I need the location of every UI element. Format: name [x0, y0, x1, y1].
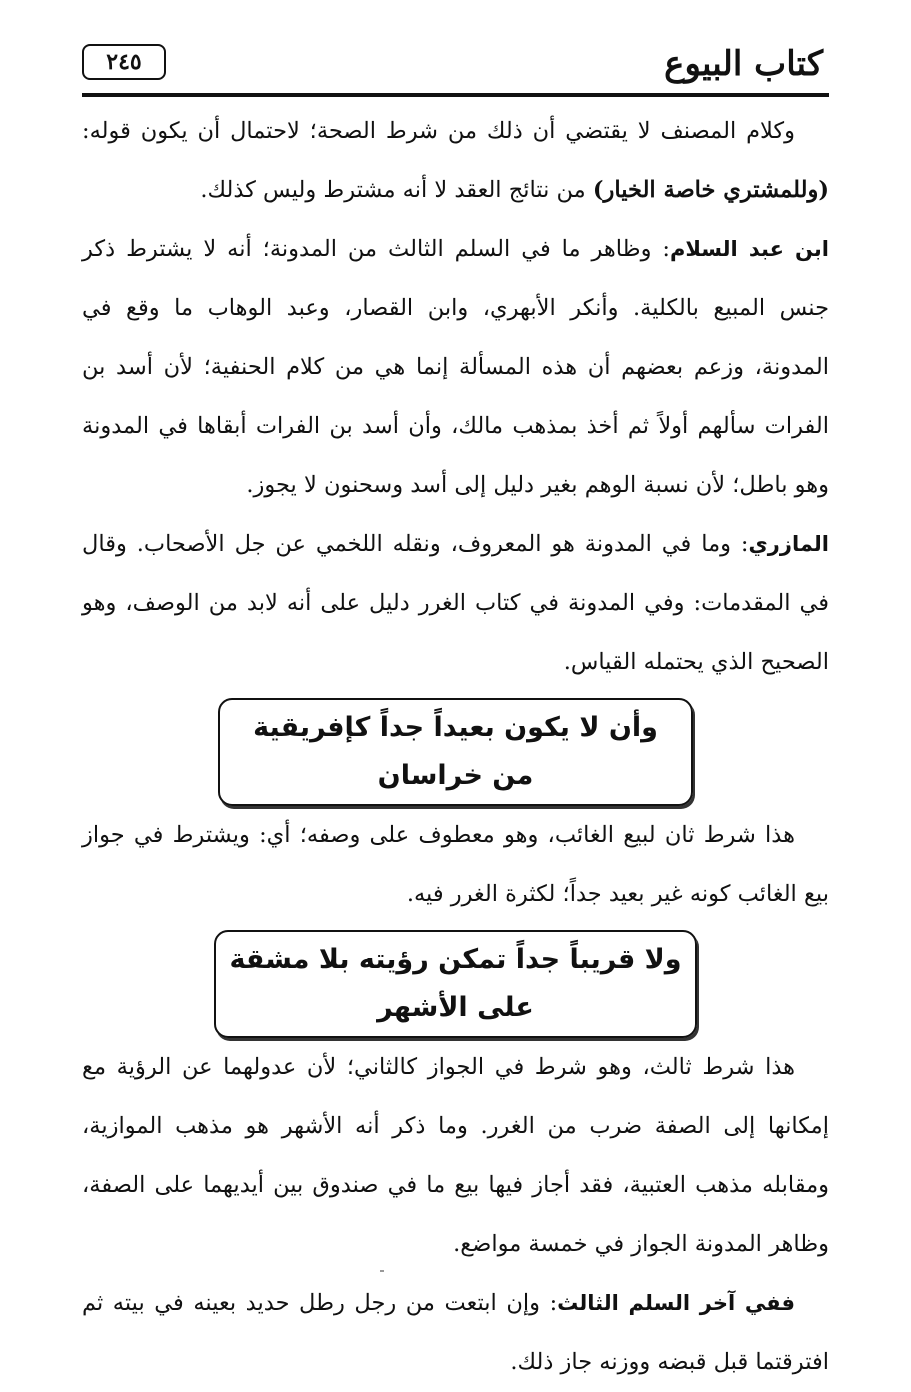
running-title: كتاب البيوع	[664, 44, 823, 84]
scholar-name-al-mazari: المازري	[748, 532, 829, 556]
matn-box-1: وأن لا يكون بعيداً جداً كإفريقية من خراسان	[218, 698, 693, 806]
paragraph-3-text: : وما في المدونة هو المعروف، ونقله اللخمي عن جل الأصحاب. وقال في المقدمات: وفي المدونة في كتاب الغرر دليل على أنه لابد من الوصف، وهو الصحيح الذي يحتمله القياس.	[82, 531, 829, 675]
paragraph-1-text-a: وكلام المصنف لا يقتضي أن ذلك من شرط الصحة؛ لاحتمال أن يكون قوله:	[82, 118, 795, 144]
paragraph-6	[82, 1274, 829, 1392]
page-number: ٢٤٥	[82, 44, 166, 80]
paragraph-2	[82, 220, 829, 515]
paragraph-2-text: : وظاهر ما في السلم الثالث من المدونة؛ أنه لا يشترط ذكر جنس المبيع بالكلية. وأنكر الأبهري، وابن القصار، وعبد الوهاب ما وقع في المدونة، وزعم بعضهم أن هذه المسألة إنما هي من كلام الحنفية؛ لأن أسد بن الفرات سألهم أولاً ثم أخذ بمذهب مالك، وأن أسد بن الفرات أبقاها في المدونة وهو باطل؛ لأن نسبة الوهم بغير دليل إلى أسد وسحنون لا يجوز.	[82, 236, 829, 498]
header-rule	[82, 93, 829, 97]
paragraph-6-text: : وإن ابتعت من رجل رطل حديد بعينه في بيته ثم افترقتما قبل قبضه ووزنه جاز ذلك.	[82, 1290, 829, 1375]
scholar-name-ibn-abd-al-salam: ابن عبد السلام	[669, 237, 829, 261]
scan-speck	[380, 1270, 384, 1272]
paragraph-5	[82, 1038, 829, 1274]
page-body	[82, 102, 829, 1392]
paragraph-4	[82, 806, 829, 924]
matn-quote-inline: (وللمشتري خاصة الخيار)	[592, 177, 829, 203]
matn-box-2: ولا قريباً جداً تمكن رؤيته بلا مشقة على الأشهر	[214, 930, 697, 1038]
paragraph-5-text: هذا شرط ثالث، وهو شرط في الجواز كالثاني؛ لأن عدولهما عن الرؤية مع إمكانها إلى الصفة ضرب من الغرر. وما ذكر أنه الأشهر هو مذهب الموازية، ومقابله مذهب العتبية، فقد أجاز فيها بيع ما في صندوق بين أيديهما على الصفة، وظاهر المدونة الجواز في خمسة مواضع.	[82, 1054, 829, 1257]
paragraph-3	[82, 515, 829, 692]
paragraph-4-text: هذا شرط ثان لبيع الغائب، وهو معطوف على وصفه؛ أي: ويشترط في جواز بيع الغائب كونه غير بعيد جداً؛ لكثرة الغرر فيه.	[82, 822, 829, 907]
paragraph-1	[82, 102, 829, 220]
section-reference: ففي آخر السلم الثالث	[557, 1291, 796, 1315]
paragraph-1-text-b: من نتائج العقد لا أنه مشترط وليس كذلك.	[200, 177, 593, 203]
page-header	[0, 0, 911, 100]
